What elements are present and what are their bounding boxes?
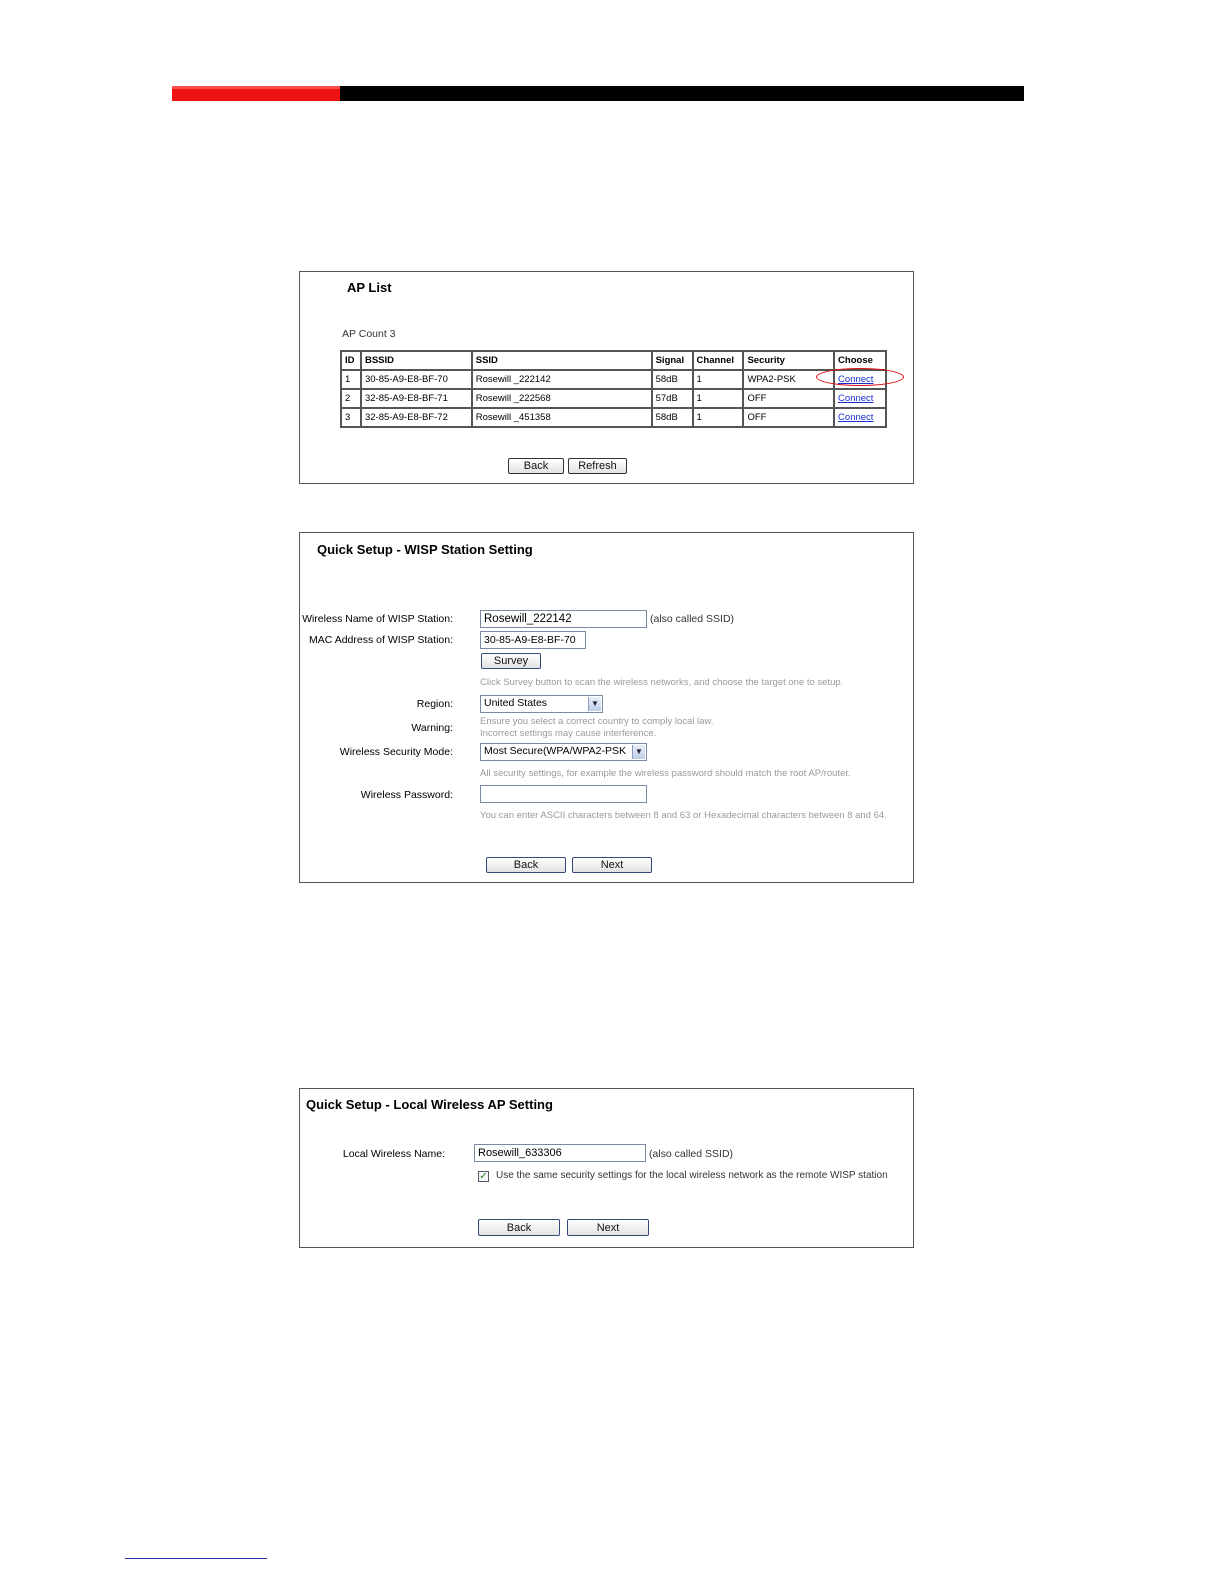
region-label: Region:: [416, 698, 453, 710]
cell-choose: [834, 408, 886, 427]
wisp-name-note: (also called SSID): [650, 613, 735, 625]
survey-button[interactable]: Survey: [481, 653, 541, 669]
chevron-down-icon: ▼: [588, 697, 601, 711]
region-value: United States: [484, 697, 548, 709]
cell-choose: [834, 389, 886, 408]
back-button[interactable]: Back: [508, 458, 564, 474]
security-hint: All security settings, for example the wireless password should match the root AP/router.: [480, 768, 851, 779]
table-row: [341, 389, 886, 408]
cell-security: OFF: [743, 389, 834, 408]
local-ap-panel: [299, 1088, 914, 1248]
cell-id: 2: [341, 389, 361, 408]
warning-line-2: Incorrect settings may cause interference.: [480, 728, 657, 739]
wisp-station-panel: [299, 532, 914, 883]
mac-label: MAC Address of WISP Station:: [309, 634, 453, 646]
password-input[interactable]: [480, 785, 647, 803]
cell-id: 1: [341, 370, 361, 389]
security-mode-select[interactable]: [480, 743, 647, 761]
col-bssid: BSSID: [361, 351, 472, 370]
cell-signal: 57dB: [652, 389, 693, 408]
header-red-highlight: [172, 86, 340, 89]
same-security-label: Use the same security settings for the local wireless network as the remote WISP station: [496, 1170, 888, 1181]
cell-ssid: Rosewill _222568: [472, 389, 652, 408]
connect-link[interactable]: Connect: [838, 412, 874, 423]
local-ap-title: Quick Setup - Local Wireless AP Setting: [306, 1097, 553, 1112]
cell-bssid: 32-85-A9-E8-BF-72: [361, 408, 472, 427]
connect-link[interactable]: Connect: [838, 374, 874, 385]
ap-list-title: AP List: [347, 280, 392, 295]
wisp-title: Quick Setup - WISP Station Setting: [317, 542, 533, 557]
cell-bssid: 30-85-A9-E8-BF-70: [361, 370, 472, 389]
security-mode-label: Wireless Security Mode:: [339, 746, 453, 758]
wisp-name-label: Wireless Name of WISP Station:: [302, 613, 453, 625]
col-signal: Signal: [652, 351, 693, 370]
col-choose: Choose: [834, 351, 886, 370]
local-name-note: (also called SSID): [649, 1148, 734, 1160]
back-button[interactable]: Back: [486, 857, 566, 873]
cell-security: WPA2-PSK: [743, 370, 834, 389]
cell-channel: 1: [693, 370, 744, 389]
cell-bssid: 32-85-A9-E8-BF-71: [361, 389, 472, 408]
refresh-button[interactable]: Refresh: [568, 458, 627, 474]
cell-signal: 58dB: [652, 408, 693, 427]
col-security: Security: [743, 351, 834, 370]
chevron-down-icon: ▼: [632, 745, 645, 759]
connect-link[interactable]: Connect: [838, 393, 874, 404]
cell-channel: 1: [693, 408, 744, 427]
local-name-label: Local Wireless Name:: [342, 1148, 445, 1160]
password-label: Wireless Password:: [360, 789, 453, 801]
same-security-checkbox[interactable]: ✓: [479, 1171, 488, 1182]
footer-rule: [125, 1558, 267, 1559]
back-button[interactable]: Back: [478, 1219, 560, 1236]
cell-signal: 58dB: [652, 370, 693, 389]
table-row: [341, 408, 886, 427]
wisp-name-input[interactable]: [480, 610, 647, 628]
next-button[interactable]: Next: [567, 1219, 649, 1236]
next-button[interactable]: Next: [572, 857, 652, 873]
ap-table-header: [341, 351, 886, 370]
header-black-bar: [340, 86, 1024, 101]
col-id: ID: [341, 351, 361, 370]
ap-count: AP Count 3: [342, 328, 396, 340]
cell-choose: [834, 370, 886, 389]
cell-channel: 1: [693, 389, 744, 408]
ap-list-panel: [299, 271, 914, 484]
region-select[interactable]: [480, 695, 603, 713]
warning-label: Warning:: [411, 722, 453, 734]
table-row: [341, 370, 886, 389]
password-hint: You can enter ASCII characters between 8 and 63 or Hexadecimal characters between 8 and 64.: [480, 810, 887, 821]
col-channel: Channel: [693, 351, 744, 370]
mac-input[interactable]: [480, 631, 586, 649]
cell-ssid: Rosewill _451358: [472, 408, 652, 427]
ap-table: [340, 350, 887, 428]
security-mode-value: Most Secure(WPA/WPA2-PSK: [484, 745, 626, 757]
warning-line-1: Ensure you select a correct country to comply local law.: [480, 716, 714, 727]
col-ssid: SSID: [472, 351, 652, 370]
cell-id: 3: [341, 408, 361, 427]
cell-security: OFF: [743, 408, 834, 427]
local-name-input[interactable]: [474, 1144, 646, 1162]
cell-ssid: Rosewill _222142: [472, 370, 652, 389]
survey-hint: Click Survey button to scan the wireless networks, and choose the target one to setup.: [480, 677, 844, 688]
